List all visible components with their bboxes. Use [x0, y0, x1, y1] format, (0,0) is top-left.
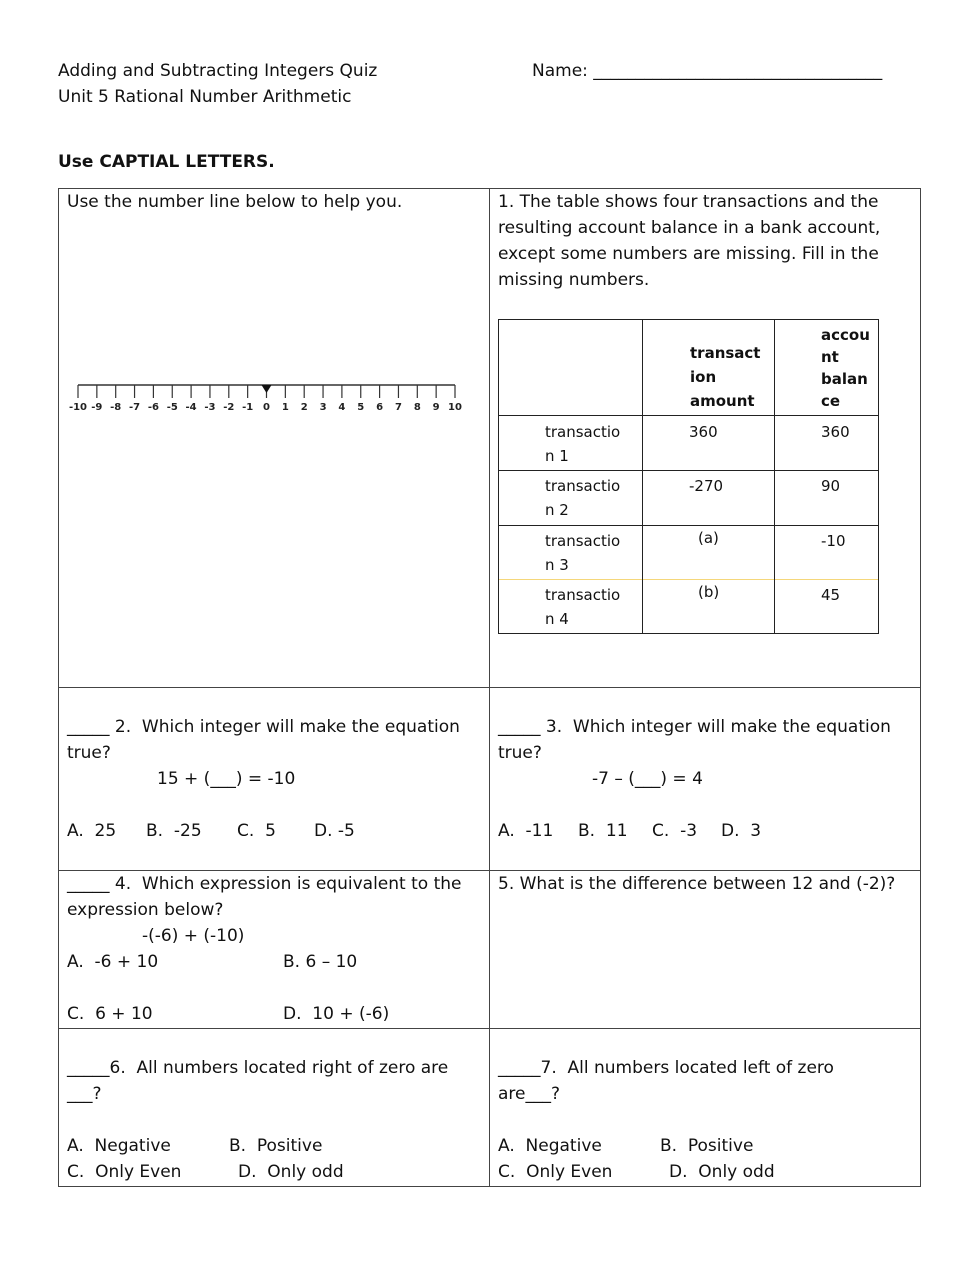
- q2-equation: 15 + (___) = -10: [157, 769, 296, 789]
- q7-line: are___?: [498, 1084, 561, 1104]
- q4-option-d[interactable]: D. 10 + (-6): [283, 1004, 390, 1024]
- number-line-label: -10: [68, 402, 88, 413]
- amount-cell: 360: [689, 423, 718, 441]
- number-line-label: -3: [204, 402, 216, 413]
- q2-option-c[interactable]: C. 5: [237, 821, 276, 841]
- q6-option-c[interactable]: C. Only Even: [67, 1162, 182, 1182]
- name-field[interactable]: Name: __________________________________: [532, 61, 883, 81]
- number-line-label: -6: [147, 402, 159, 413]
- q2-line: _____ 2. Which integer will make the equation: [67, 717, 460, 737]
- q3-equation: -7 – (___) = 4: [592, 769, 703, 789]
- quiz-subtitle: Unit 5 Rational Number Arithmetic: [58, 87, 352, 107]
- balance-cell: 90: [821, 477, 841, 495]
- amount-blank-a[interactable]: (a): [698, 529, 719, 547]
- number-line-label: 9: [432, 402, 440, 413]
- grid-line: [489, 188, 490, 1187]
- number-line-label: 10: [448, 402, 462, 413]
- q6-line: _____6. All numbers located right of zero are: [67, 1058, 449, 1078]
- q3-option-d[interactable]: D. 3: [721, 821, 762, 841]
- q7-line: _____7. All numbers located left of zero: [498, 1058, 834, 1078]
- row-label: transactio n 3: [545, 532, 621, 574]
- number-line-label: 4: [338, 402, 346, 413]
- header-transaction-amount: transact ion amount: [690, 344, 761, 410]
- number-line-label: -9: [91, 402, 103, 413]
- number-line-label: 8: [413, 402, 421, 413]
- balance-cell: 360: [821, 423, 850, 441]
- q4-expression: -(-6) + (-10): [142, 926, 245, 946]
- q1-line: except some numbers are missing. Fill in the: [498, 244, 879, 264]
- q3-line: _____ 3. Which integer will make the equation: [498, 717, 891, 737]
- q2-line: true?: [67, 743, 111, 763]
- q7-option-b[interactable]: B. Positive: [660, 1136, 754, 1156]
- q4-line: expression below?: [67, 900, 224, 920]
- instruction: Use CAPTIAL LETTERS.: [58, 152, 275, 172]
- number-line-label: -2: [223, 402, 235, 413]
- q6-option-a[interactable]: A. Negative: [67, 1136, 171, 1156]
- number-line-label: -1: [242, 402, 254, 413]
- number-line-label: 5: [357, 402, 365, 413]
- q3-option-a[interactable]: A. -11: [498, 821, 554, 841]
- q4-line: _____ 4. Which expression is equivalent to the: [67, 874, 462, 894]
- number-line-label: -4: [185, 402, 197, 413]
- quiz-title: Adding and Subtracting Integers Quiz: [58, 61, 378, 81]
- balance-cell: 45: [821, 586, 841, 604]
- q2-option-b[interactable]: B. -25: [146, 821, 202, 841]
- q2-option-d[interactable]: D. -5: [314, 821, 355, 841]
- q2-option-a[interactable]: A. 25: [67, 821, 117, 841]
- q6-line: ___?: [67, 1084, 102, 1104]
- q5-question: 5. What is the difference between 12 and (-2)?: [498, 874, 896, 894]
- q7-option-d[interactable]: D. Only odd: [669, 1162, 775, 1182]
- amount-cell: -270: [689, 477, 724, 495]
- q6-option-d[interactable]: D. Only odd: [238, 1162, 344, 1182]
- q3-option-c[interactable]: C. -3: [652, 821, 698, 841]
- amount-blank-b[interactable]: (b): [698, 583, 720, 601]
- q1-line: resulting account balance in a bank account,: [498, 218, 881, 238]
- number-line-label: 3: [319, 402, 327, 413]
- zero-marker-icon: [262, 385, 272, 393]
- number-line-label: -8: [110, 402, 122, 413]
- grid-line: [58, 188, 59, 1187]
- q4-option-a[interactable]: A. -6 + 10: [67, 952, 159, 972]
- row-label: transactio n 1: [545, 423, 621, 465]
- balance-cell: -10: [821, 532, 846, 550]
- q7-option-a[interactable]: A. Negative: [498, 1136, 602, 1156]
- number-line-label: 2: [300, 402, 308, 413]
- number-line-label: 0: [263, 402, 270, 413]
- number-line-label: 1: [281, 402, 289, 413]
- q3-line: true?: [498, 743, 542, 763]
- number-line-label: -7: [128, 402, 141, 413]
- q7-option-c[interactable]: C. Only Even: [498, 1162, 613, 1182]
- q4-option-c[interactable]: C. 6 + 10: [67, 1004, 153, 1024]
- header-account-balance: accou nt balan ce: [821, 326, 870, 410]
- row-label: transactio n 2: [545, 477, 621, 519]
- q3-option-b[interactable]: B. 11: [578, 821, 628, 841]
- number-line: [62, 378, 472, 418]
- number-line-label: 7: [394, 402, 402, 413]
- grid-line: [920, 188, 921, 1187]
- q1-line: 1. The table shows four transactions and the: [498, 192, 879, 212]
- number-line-label: -5: [166, 402, 178, 413]
- q1-line: missing numbers.: [498, 270, 650, 290]
- row-label: transactio n 4: [545, 586, 621, 628]
- q4-option-b[interactable]: B. 6 – 10: [283, 952, 358, 972]
- number-line-prompt: Use the number line below to help you.: [67, 192, 403, 212]
- q6-option-b[interactable]: B. Positive: [229, 1136, 323, 1156]
- number-line-label: 6: [376, 402, 384, 413]
